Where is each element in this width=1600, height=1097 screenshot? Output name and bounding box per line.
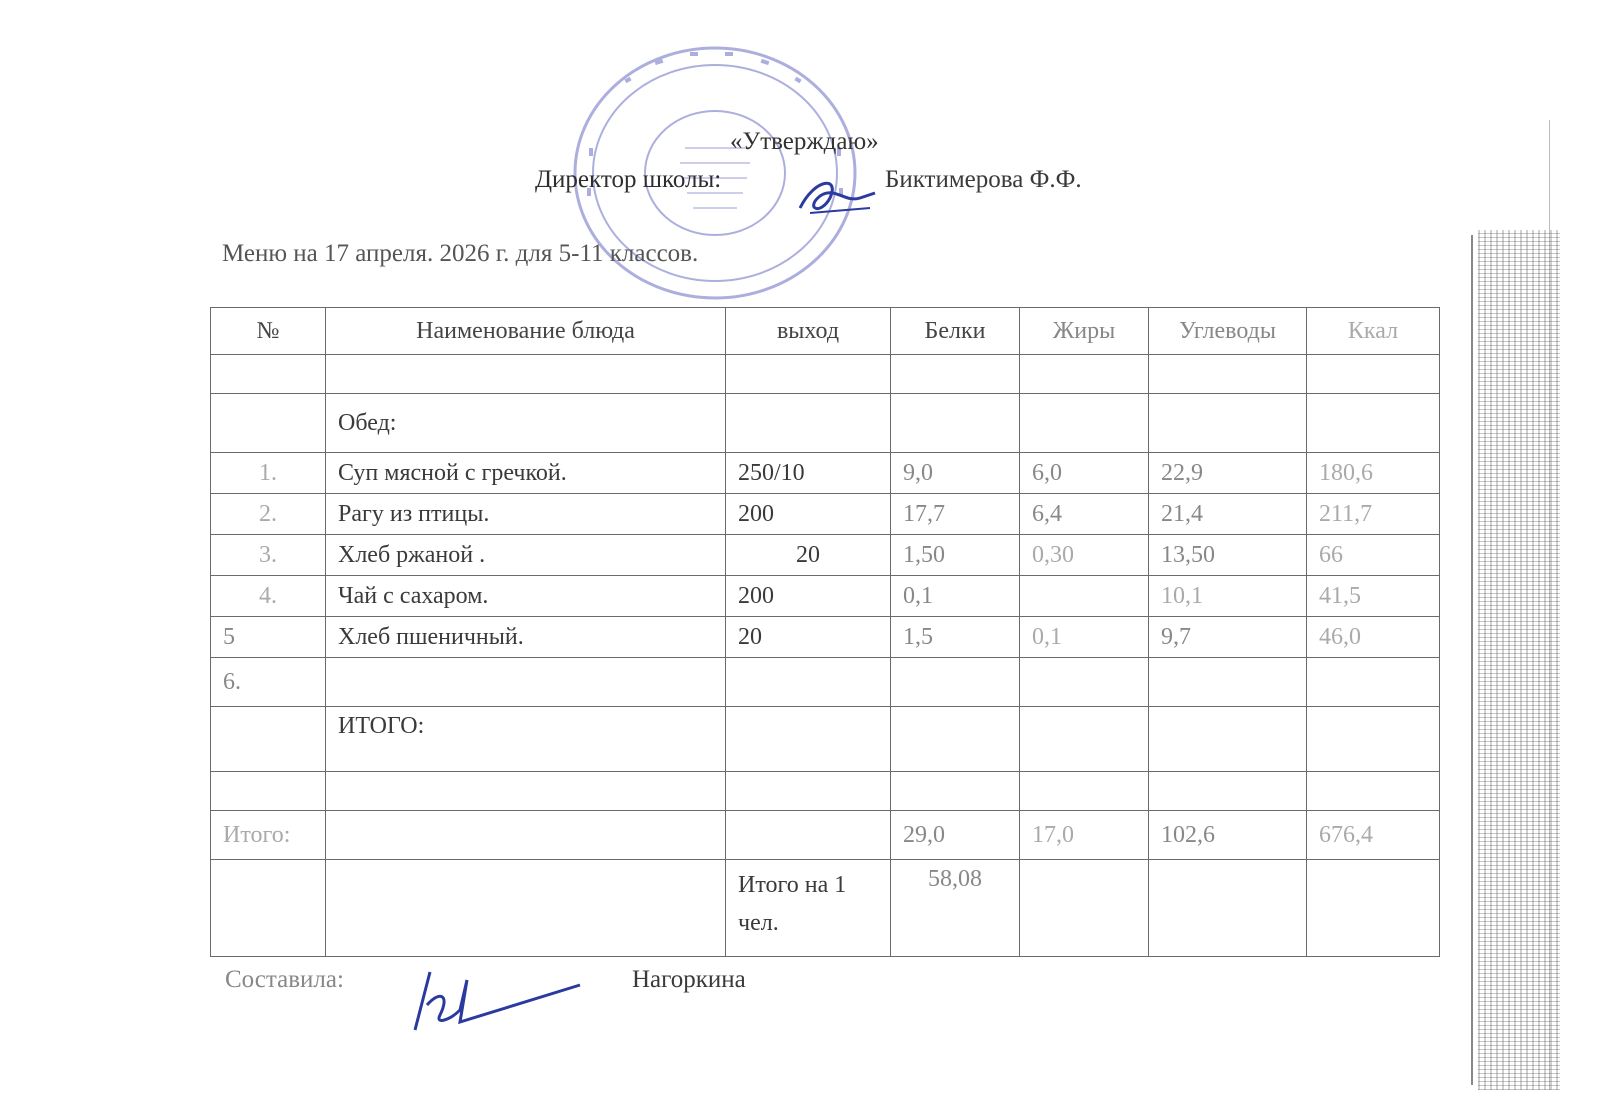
row-number: 2. [211, 494, 326, 535]
kcal: 46,0 [1307, 617, 1440, 658]
table-row [211, 453, 1440, 494]
carbs: 9,7 [1149, 617, 1307, 658]
section-row [211, 707, 1440, 772]
scan-line [1471, 235, 1473, 1085]
kcal: 41,5 [1307, 576, 1440, 617]
proteins: 17,7 [891, 494, 1020, 535]
fats: 6,4 [1020, 494, 1149, 535]
composer-signature [405, 960, 585, 1045]
dish-output: 200 [726, 576, 891, 617]
column-header: № [211, 308, 326, 355]
table-row [211, 617, 1440, 658]
fats: 6,0 [1020, 453, 1149, 494]
carbs: 22,9 [1149, 453, 1307, 494]
director-label: Директор школы: [535, 166, 722, 193]
dish-name: Хлеб пшеничный. [326, 617, 726, 658]
composer-name: Нагоркина [632, 966, 746, 993]
dish-name: Хлеб ржаной . [326, 535, 726, 576]
director-signature [790, 158, 880, 228]
section-row [211, 394, 1440, 453]
total-kcal: 676,4 [1307, 811, 1440, 860]
dish-name: Чай с сахаром. [326, 576, 726, 617]
table-header-row [211, 308, 1440, 355]
per-person-value: 58,08 [891, 860, 1020, 957]
carbs: 21,4 [1149, 494, 1307, 535]
total-carbs: 102,6 [1149, 811, 1307, 860]
menu-table [210, 307, 1440, 957]
kcal: 66 [1307, 535, 1440, 576]
table-row [211, 576, 1440, 617]
table-row [211, 355, 1440, 394]
kcal: 180,6 [1307, 453, 1440, 494]
total-fats: 17,0 [1020, 811, 1149, 860]
row-number: 1. [211, 453, 326, 494]
per-person-label: Итого на 1 чел. [726, 860, 891, 957]
row-number: 6. [211, 658, 326, 707]
row-number: 4. [211, 576, 326, 617]
dish-name [326, 658, 726, 707]
scan-noise [1478, 230, 1560, 1090]
table-row [211, 772, 1440, 811]
dish-name: Рагу из птицы. [326, 494, 726, 535]
column-header: Углеводы [1149, 308, 1307, 355]
composed-by-label: Составила: [225, 966, 344, 993]
menu-title: Меню на 17 апреля. 2026 г. для 5-11 классов. [222, 240, 699, 267]
carbs: 13,50 [1149, 535, 1307, 576]
fats: 0,30 [1020, 535, 1149, 576]
proteins: 0,1 [891, 576, 1020, 617]
dish-output: 20 [726, 617, 891, 658]
column-header: Ккал [1307, 308, 1440, 355]
director-name: Биктимерова Ф.Ф. [885, 166, 1082, 193]
row-number: 5 [211, 617, 326, 658]
column-header: Жиры [1020, 308, 1149, 355]
dish-output: 200 [726, 494, 891, 535]
section-label: Обед: [326, 394, 726, 453]
proteins: 1,5 [891, 617, 1020, 658]
column-header: Белки [891, 308, 1020, 355]
table-row [211, 535, 1440, 576]
fats: 0,1 [1020, 617, 1149, 658]
kcal: 211,7 [1307, 494, 1440, 535]
approval-heading: «Утверждаю» [730, 128, 879, 155]
proteins: 1,50 [891, 535, 1020, 576]
dish-name: Суп мясной с гречкой. [326, 453, 726, 494]
row-number: 3. [211, 535, 326, 576]
dish-output: 20 [726, 535, 891, 576]
table-row [211, 494, 1440, 535]
scan-line [1549, 120, 1550, 1090]
total-proteins: 29,0 [891, 811, 1020, 860]
table-row [211, 658, 1440, 707]
column-header: Наименование блюда [326, 308, 726, 355]
carbs: 10,1 [1149, 576, 1307, 617]
section-label: ИТОГО: [326, 707, 726, 772]
column-header: выход [726, 308, 891, 355]
totals-row [211, 811, 1440, 860]
proteins: 9,0 [891, 453, 1020, 494]
per-person-row [211, 860, 1440, 957]
fats [1020, 576, 1149, 617]
totals-label: Итого: [211, 811, 326, 860]
dish-output: 250/10 [726, 453, 891, 494]
